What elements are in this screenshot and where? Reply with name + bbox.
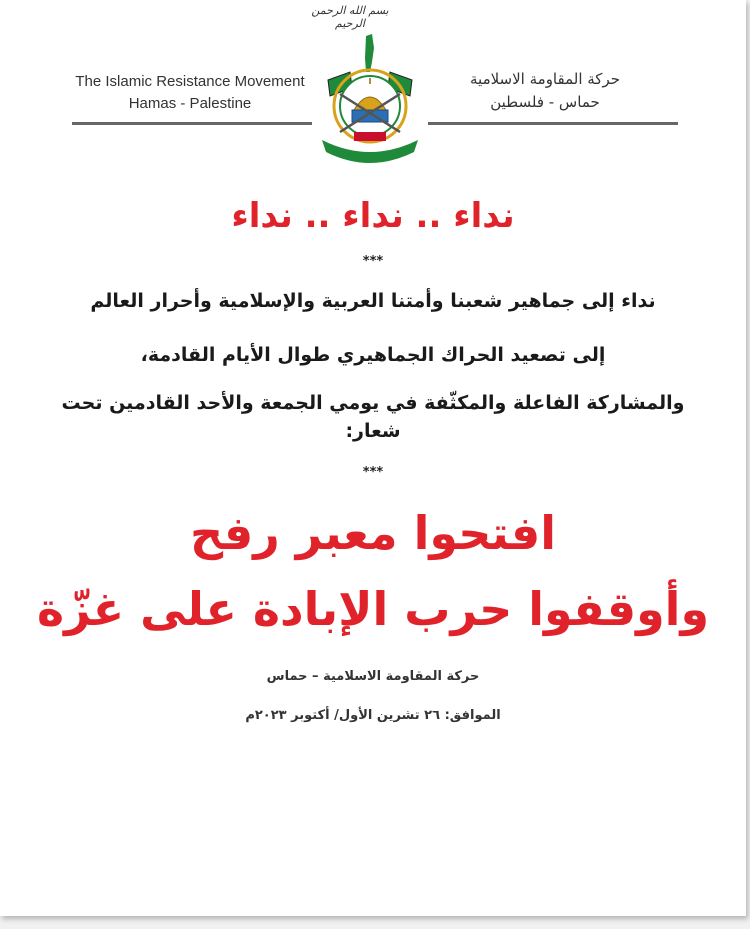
- body-line-2: إلى تصعيد الحراك الجماهيري طوال الأيام القادمة،: [140, 344, 606, 366]
- issue-date: الموافق: ٢٦ تشرين الأول/ أكتوبر ٢٠٢٣م: [245, 708, 501, 723]
- slogan-line-1: افتحوا معبر رفح: [189, 506, 557, 560]
- header-rule-left: [72, 122, 312, 125]
- call-title: نداء .. نداء .. نداء: [231, 196, 515, 236]
- english-name-line2: Hamas - Palestine: [128, 95, 252, 112]
- basmala-calligraphy: بسم الله الرحمن الرحيم: [311, 4, 389, 30]
- english-name-line1: The Islamic Resistance Movement: [75, 73, 305, 90]
- arabic-name-line1: حركة المقاومة الاسلامية: [470, 70, 620, 88]
- arabic-name-line2: حماس - فلسطين: [490, 93, 600, 111]
- slogan-line-2: وأوقفوا حرب الإبادة على غزّة: [36, 582, 710, 636]
- body-line-4: شعار:: [345, 420, 401, 442]
- hamas-emblem-icon: [310, 28, 430, 168]
- separator-stars: ***: [362, 254, 384, 269]
- header-rule-right: [428, 122, 678, 125]
- body-line-3: والمشاركة الفاعلة والمكثّفة في يومي الجمعة والأحد القادمين تحت: [61, 392, 685, 414]
- body-line-1: نداء إلى جماهير شعبنا وأمتنا العربية والإسلامية وأحرار العالم: [90, 290, 656, 312]
- separator-stars-2: ***: [362, 465, 384, 480]
- signature: حركة المقاومة الاسلامية – حماس: [266, 669, 480, 684]
- header-arabic-name: [430, 68, 660, 114]
- header-english-name: [72, 71, 308, 115]
